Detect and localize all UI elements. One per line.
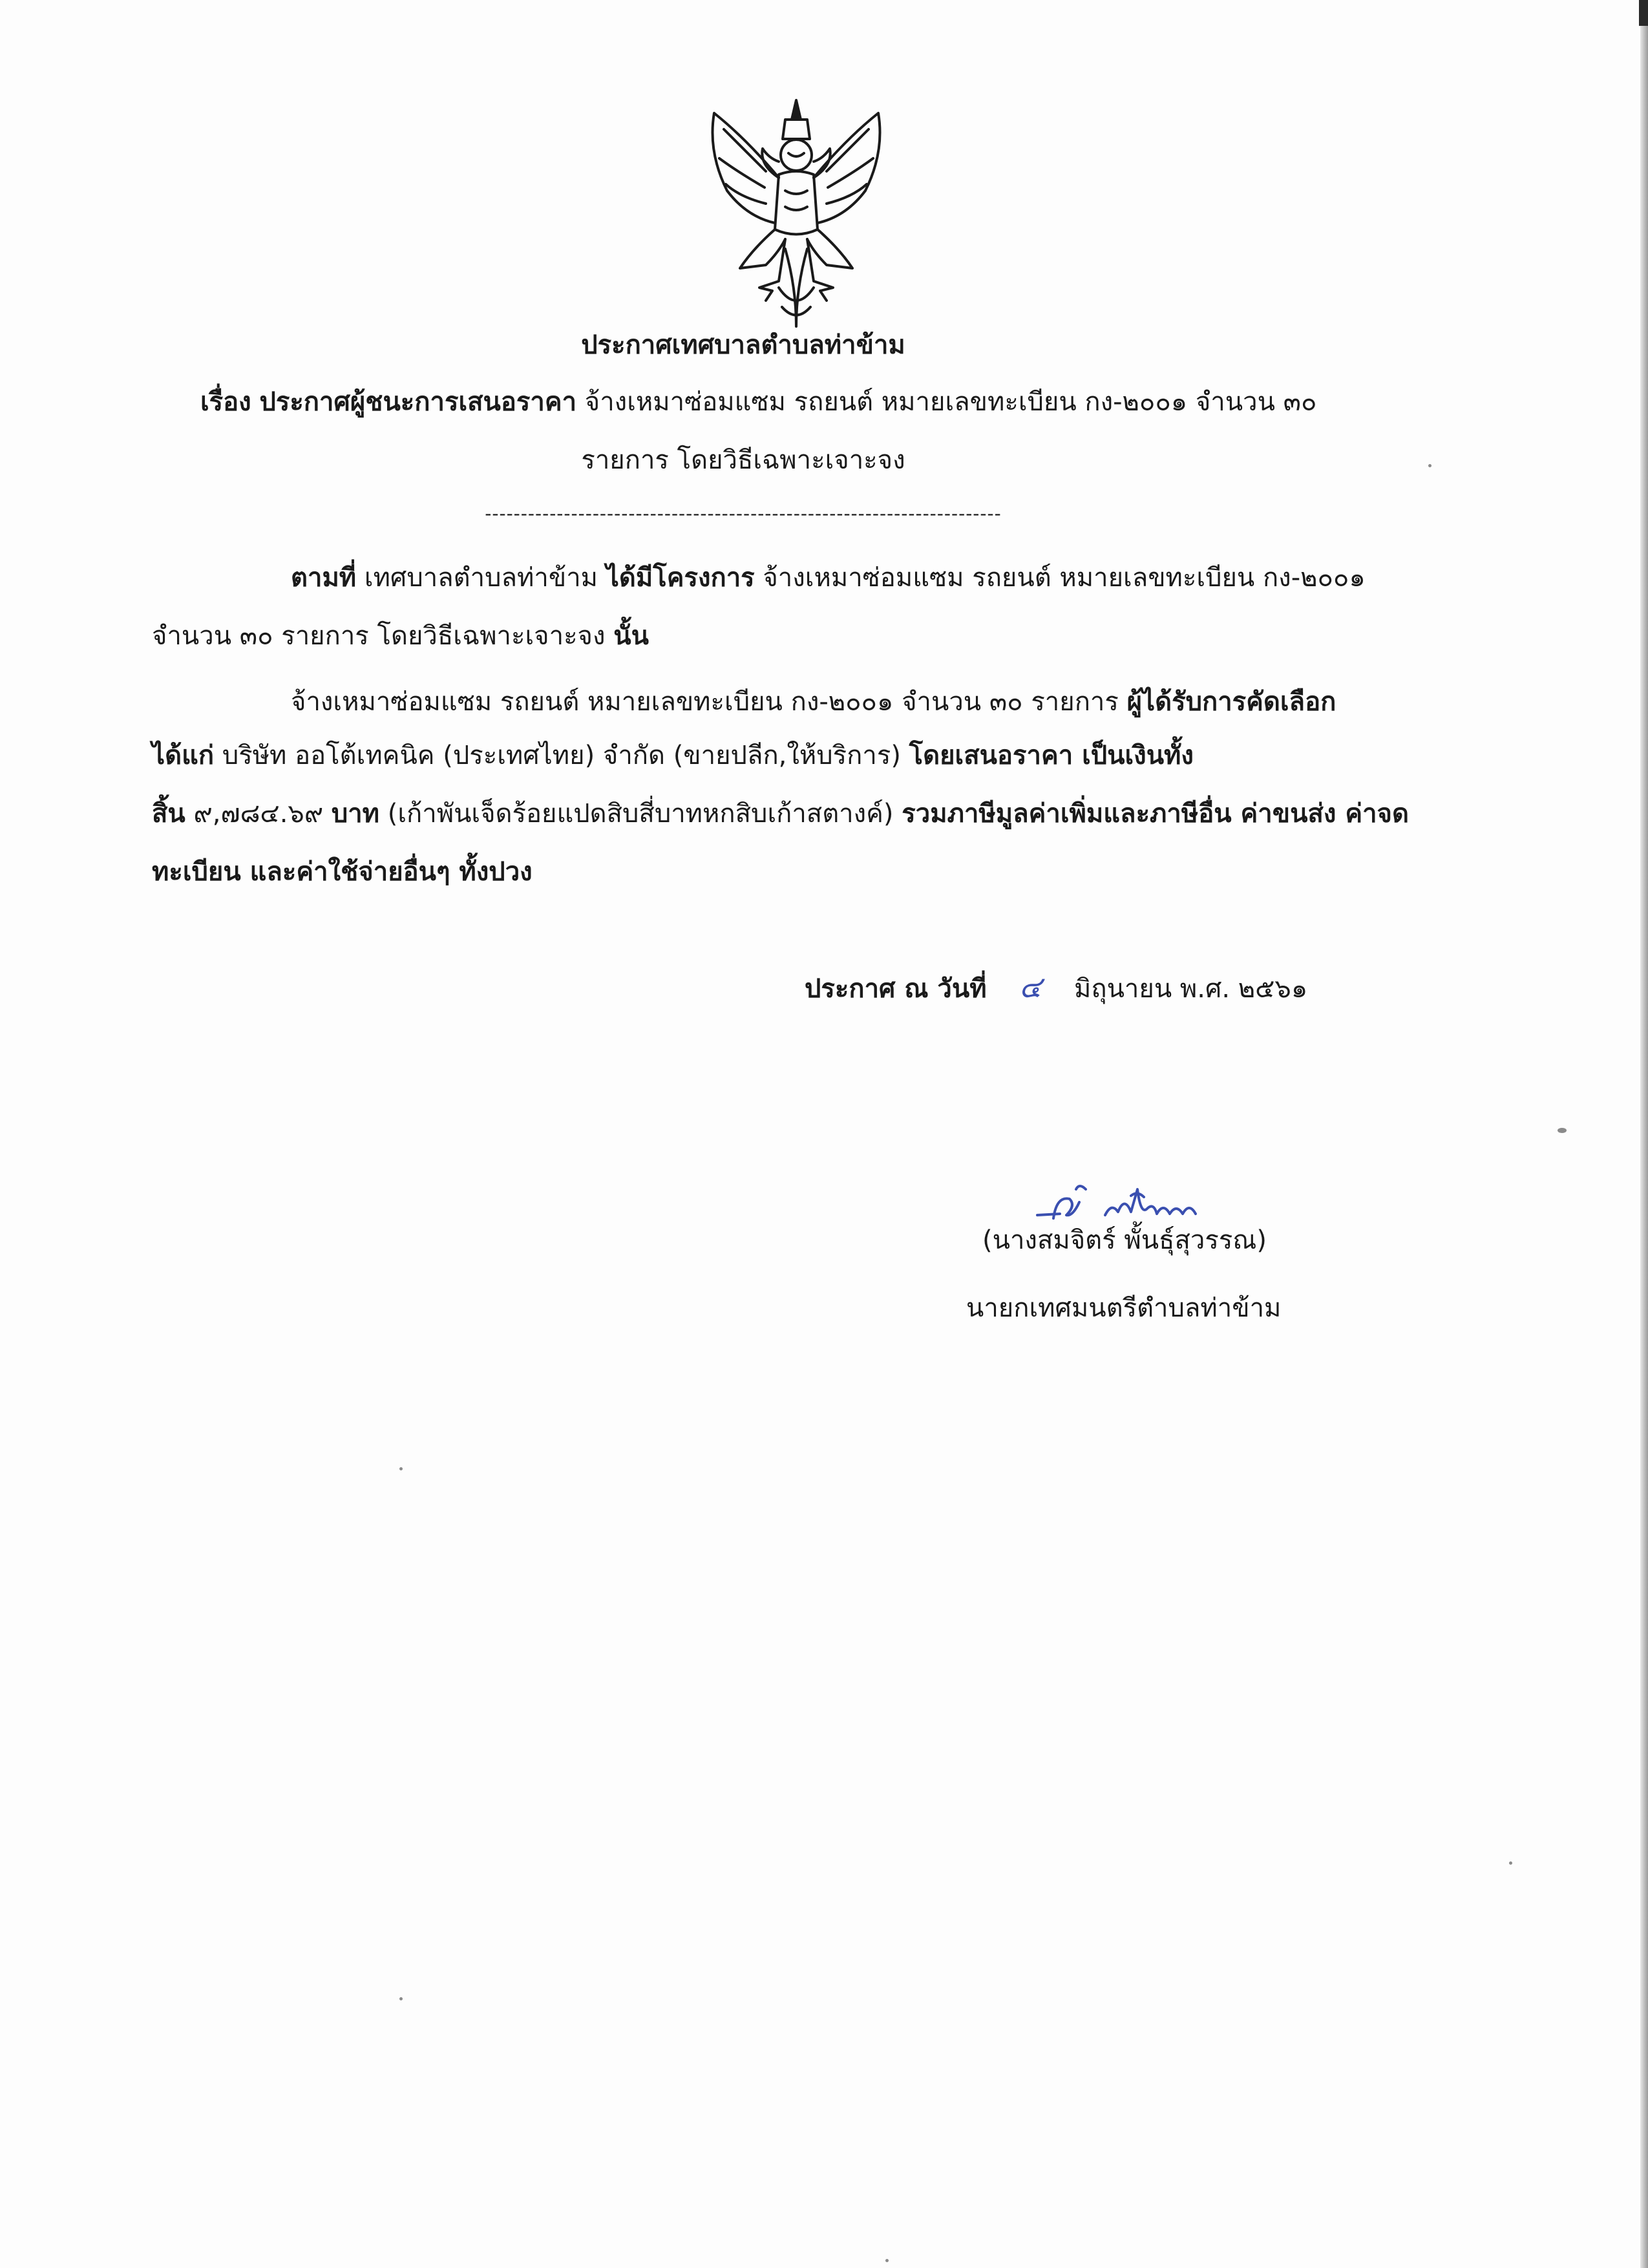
signatory-name: (นางสมจิตร์ พั้นธุ์สุวรรณ) [982, 1225, 1267, 1255]
p1-text-2: จ้างเหมาซ่อมแซม รถยนต์ หมายเลขทะเบียน กง-๒๐๐๑ [763, 563, 1366, 593]
scan-speck [1509, 1861, 1512, 1865]
paragraph-1-line-2 [152, 620, 649, 652]
subject-line [200, 387, 1316, 418]
date-prefix: ประกาศ ณ วันที่ [805, 974, 987, 1004]
scan-edge-mark [1639, 0, 1648, 26]
p4-bold-2: บาท [331, 799, 380, 829]
p4-bold-3: รวมภาษีมูลค่าเพิ่มและภาษีอื่น ค่าขนส่ง ค่าจด [902, 799, 1409, 829]
announcement-date [805, 970, 1307, 1005]
scan-speck [1558, 1128, 1567, 1133]
subject-line-2: รายการ โดยวิธีเฉพาะเจาะจง [581, 445, 905, 475]
subject-label: เรื่อง [200, 387, 251, 417]
p3-text: บริษัท ออโต้เทคนิค (ประเทศไทย) จำกัด (ขายปลีก,ให้บริการ) [222, 741, 901, 770]
signatory-position: นายกเทศมนตรีตำบลท่าข้าม [966, 1293, 1282, 1323]
scan-speck [1428, 464, 1431, 467]
paragraph-2-line-2 [152, 740, 1194, 771]
announcement-title: ประกาศเทศบาลตำบลท่าข้าม [581, 330, 905, 360]
paragraph-1-line-1 [291, 562, 1366, 593]
date-month-year: มิถุนายน พ.ศ. ๒๕๖๑ [1074, 974, 1308, 1004]
scan-speck [399, 1467, 403, 1470]
scan-speck [885, 2259, 889, 2262]
p1-line2-bold: นั้น [613, 621, 649, 651]
paragraph-2-line-4: ทะเบียน และค่าใช้จ่ายอื่นๆ ทั้งปวง [152, 857, 533, 887]
scan-edge-shadow [1640, 0, 1648, 2268]
p2-bold: ผู้ได้รับการคัดเลือก [1126, 687, 1336, 717]
divider: ------------------------------------------------------------------------ [485, 503, 1002, 524]
subject-text: จ้างเหมาซ่อมแซม รถยนต์ หมายเลขทะเบียน กง-๒๐๐๑ จำนวน ๓๐ [584, 387, 1317, 417]
date-day-handwritten: ๔ [1019, 970, 1042, 1004]
subject-heading: ประกาศผู้ชนะการเสนอราคา [259, 387, 577, 417]
p1-line2-text: จำนวน ๓๐ รายการ โดยวิธีเฉพาะเจาะจง [152, 621, 606, 651]
scan-speck [399, 1997, 403, 2000]
p1-bold-start: ตามที่ [291, 563, 357, 593]
p4-amount-words: (เก้าพันเจ็ดร้อยแปดสิบสี่บาทหกสิบเก้าสตางค์) [387, 799, 894, 829]
p1-bold-mid: ได้มีโครงการ [606, 563, 755, 593]
garuda-emblem-icon [688, 94, 905, 333]
p4-amount: ๙,๗๘๔.๖๙ [193, 799, 324, 829]
p1-text-1: เทศบาลตำบลท่าข้าม [364, 563, 598, 593]
p3-bold-1: ได้แก่ [152, 741, 215, 770]
paragraph-2-line-1 [291, 686, 1336, 717]
p3-bold-2: โดยเสนอราคา เป็นเงินทั้ง [909, 741, 1194, 770]
paragraph-2-line-3 [152, 798, 1409, 829]
p4-bold-1: สิ้น [152, 799, 185, 829]
p2-text: จ้างเหมาซ่อมแซม รถยนต์ หมายเลขทะเบียน กง-๒๐๐๑ จำนวน ๓๐ รายการ [291, 687, 1119, 717]
